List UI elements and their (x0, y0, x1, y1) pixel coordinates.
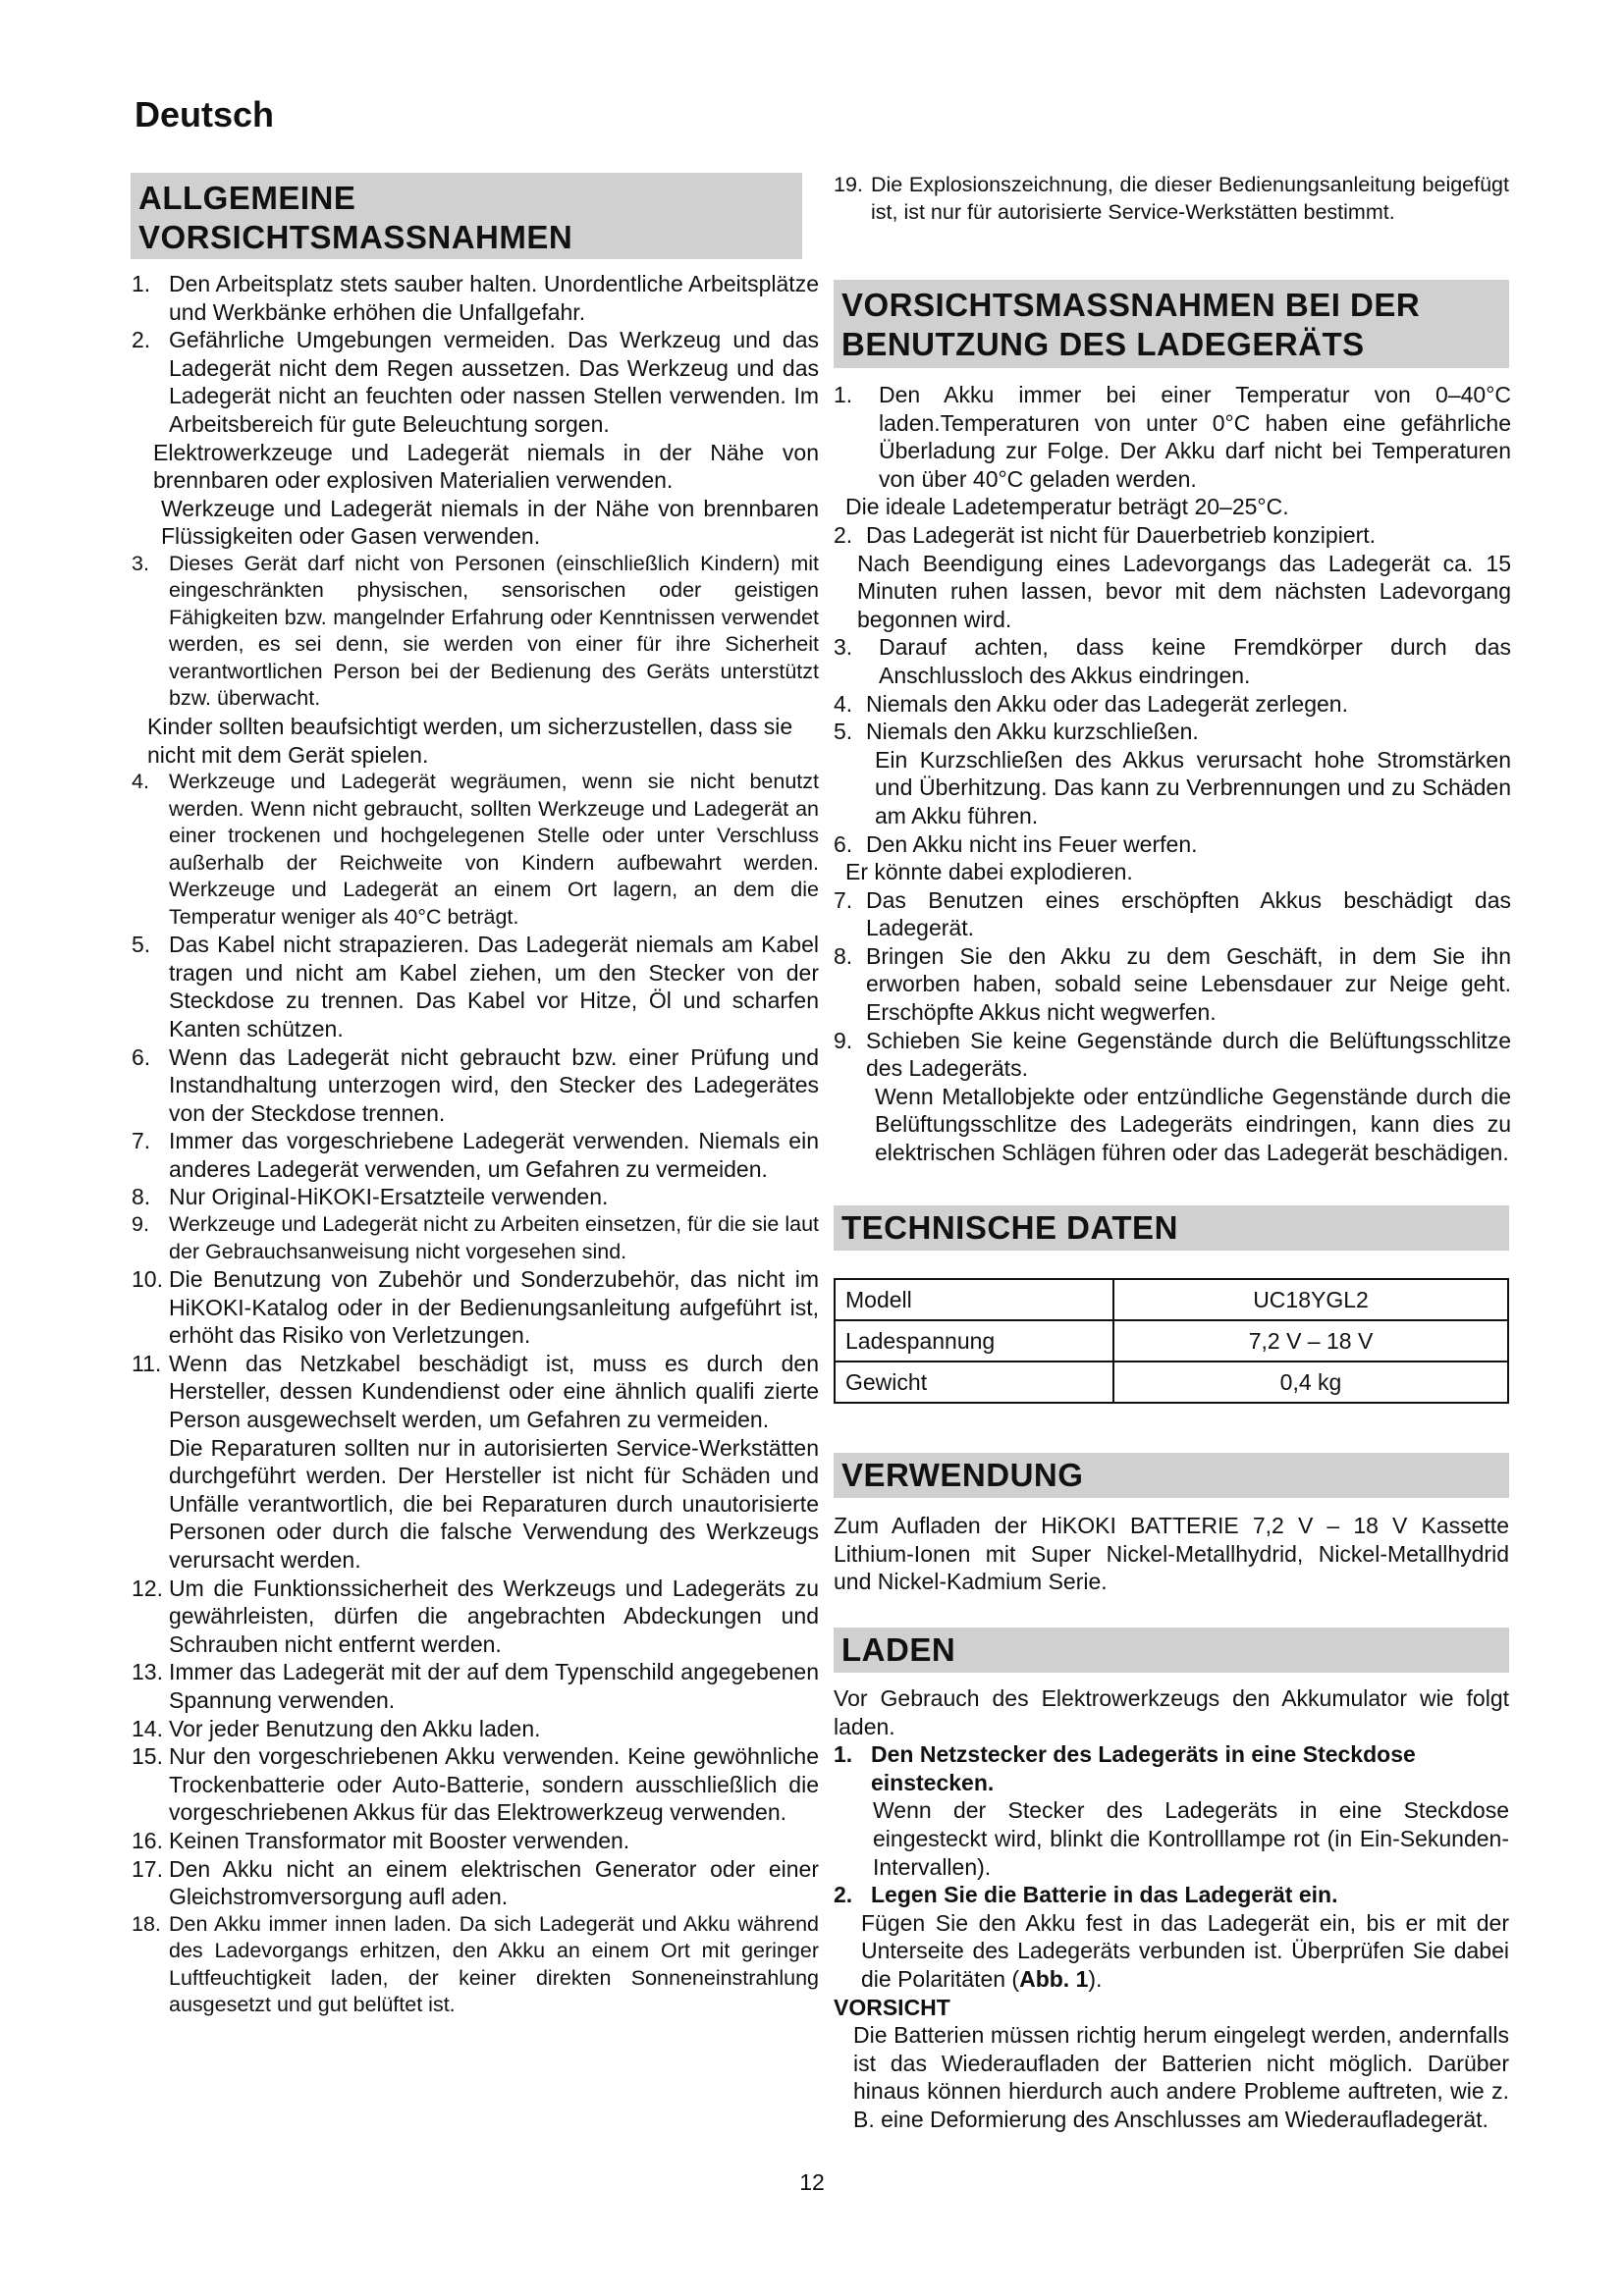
list-item (834, 886, 1511, 942)
charger-precautions-list (834, 381, 1511, 1167)
item-text: Schieben Sie keine Gegenstände durch die Belüftungsschlitze des Ladegeräts. (866, 1027, 1511, 1082)
item-text: Den Arbeitsplatz stets sauber halten. Unordentliche Arbeitsplätze und Werkbänke erhöhen die Unfallgefahr. (169, 271, 819, 325)
list-paragraph: Ein Kurzschließen des Akkus verursacht hohe Stromstärken und Überhitzung. Das kann zu Verbrennungen und zu Schäden am Akku führen. (875, 746, 1511, 828)
item-number: 14. (132, 1715, 163, 1741)
item-number: 7. (834, 886, 853, 913)
usage-heading: VERWENDUNG (834, 1453, 1509, 1498)
item-number: 5. (132, 932, 151, 958)
spec-label: Ladespannung (835, 1320, 1113, 1362)
list-item (132, 769, 819, 931)
list-paragraph: Elektrowerkzeuge und Ladegerät niemals in der Nähe von brennbaren oder explosiven Materialien verwenden. (153, 439, 819, 494)
item-number: 12. (132, 1575, 163, 1601)
item-number: 4. (132, 770, 149, 794)
list-item (834, 718, 1511, 746)
item-text: Werkzeuge und Ladegerät wegräumen, wenn sie nicht benutzt werden. Wenn nicht gebraucht, sollten Werkzeuge und Ladegerät an einer trockenen und hochgelegenen Stelle oder unter Verschluss außerhalb der Reichweite von Kindern aufbewahrt werden. Werkzeuge und Ladegerät an einem Ort lagern, an dem die Temperatur weniger als 40°C beträgt. (169, 770, 819, 929)
item-text: Keinen Transformator mit Booster verwenden. (169, 1827, 630, 1853)
item-number: 13. (132, 1659, 163, 1685)
charging-intro: Vor Gebrauch des Elektrowerkzeugs den Akkumulator wie folgt laden. (834, 1685, 1509, 1739)
charger-precautions-heading (834, 280, 1509, 368)
item-number: 6. (834, 830, 853, 857)
figure-reference: Abb. 1 (1019, 1965, 1089, 1992)
step-title: Legen Sie die Batterie in das Ladegerät ein. (871, 1882, 1338, 1908)
list-item (834, 172, 1509, 226)
item-number: 3. (834, 634, 853, 661)
item-text: Das Benutzen eines erschöpften Akkus beschädigt das Ladegerät. (866, 886, 1511, 941)
list-item (132, 931, 819, 1042)
technical-data-heading: TECHNISCHE DATEN (834, 1205, 1509, 1251)
spec-value: 0,4 kg (1113, 1362, 1508, 1403)
general-item-19 (834, 172, 1509, 226)
step-number: 2. (834, 1882, 853, 1908)
item-text: Werkzeuge und Ladegerät nicht zu Arbeiten einsetzen, für die sie laut der Gebrauchsanweisung nicht vorgesehen sind. (169, 1212, 819, 1263)
spec-value: 7,2 V – 18 V (1113, 1320, 1508, 1362)
list-paragraph: Kinder sollten beaufsichtigt werden, um sicherzustellen, dass sie nicht mit dem Gerät spielen. (147, 713, 793, 768)
list-paragraph: Die ideale Ladetemperatur beträgt 20–25°C. (845, 494, 1289, 520)
item-text: Die Explosionszeichnung, die dieser Bedienungsanleitung beigefügt ist, ist nur für autorisierte Service-Werkstätten bestimmt. (871, 173, 1509, 224)
heading-line: VORSICHTSMASSNAHMEN (138, 218, 573, 255)
list-item (132, 1715, 819, 1743)
spec-table (834, 1278, 1509, 1404)
heading-line: VORSICHTSMASSNAHMEN BEI DER (841, 287, 1421, 323)
list-paragraph: Die Reparaturen sollten nur in autorisierten Service-Werkstätten durchgeführt werden. Der Hersteller ist nicht für Schäden und Unfälle verantwortlich, die bei Reparaturen durch unautorisierte Personen oder durch die falsche Verwendung des Werkzeugs verursacht werden. (169, 1434, 819, 1573)
table-row (835, 1362, 1508, 1403)
item-text: Niemals den Akku oder das Ladegerät zerlegen. (866, 690, 1348, 717)
item-number: 1. (132, 271, 151, 296)
item-number: 15. (132, 1743, 163, 1770)
list-paragraph: Er könnte dabei explodieren. (845, 859, 1133, 885)
spec-label: Modell (835, 1279, 1113, 1320)
item-number: 11. (132, 1350, 162, 1376)
caution-title: VORSICHT (834, 1994, 950, 2020)
item-number: 16. (132, 1827, 163, 1853)
item-number: 5. (834, 719, 853, 745)
item-text: Immer das vorgeschriebene Ladegerät verwenden. Niemals ein anderes Ladegerät verwenden, um Gefahren zu vermeiden. (169, 1128, 819, 1182)
list-item (132, 1211, 819, 1265)
charging-heading: LADEN (834, 1628, 1509, 1673)
list-item (132, 1742, 819, 1827)
item-number: 3. (132, 551, 149, 575)
item-text: Den Akku nicht an einem elektrischen Generator oder einer Gleichstromversorgung aufl aden. (169, 1855, 819, 1910)
item-number: 2. (834, 521, 853, 548)
item-text: Um die Funktionssicherheit des Werkzeugs und Ladegeräts zu gewährleisten, dürfen die angebrachten Abdeckungen und Schrauben nicht entfernt werden. (169, 1575, 819, 1657)
item-number: 18. (132, 1911, 161, 1936)
list-item (834, 830, 1511, 859)
usage-paragraph: Zum Aufladen der HiKOKI BATTERIE 7,2 V – 18 V Kassette Lithium-Ionen mit Super Nickel-Metallhydrid, Nickel-Metallhydrid und Nickel-Kadmium Serie. (834, 1513, 1509, 1595)
list-item (834, 521, 1511, 550)
item-text: Nur Original-HiKOKI-Ersatzteile verwenden. (169, 1184, 609, 1210)
item-number: 17. (132, 1855, 163, 1882)
item-text: Gefährliche Umgebungen vermeiden. Das Werkzeug und das Ladegerät nicht dem Regen aussetzen. Das Werkzeug und das Ladegerät nicht an feuchten oder nassen Stellen verwenden. Im Arbeitsbereich für gute Beleuchtung sorgen. (169, 327, 819, 437)
item-text: Wenn das Ladegerät nicht gebraucht bzw. einer Prüfung und Instandhaltung unterzogen wird, den Stecker des Ladegerätes von der Steckdose trennen. (169, 1043, 819, 1126)
list-item (132, 1575, 819, 1659)
item-text: Die Benutzung von Zubehör und Sonderzubehör, das nicht im HiKOKI-Katalog oder in der Bedienungsanleitung aufgeführt ist, erhöht das Risiko von Verletzungen. (169, 1266, 819, 1349)
item-number: 9. (132, 1212, 149, 1237)
item-text: Immer das Ladegerät mit der auf dem Typenschild angegebenen Spannung verwenden. (169, 1659, 819, 1713)
list-item (132, 551, 819, 713)
item-text: Den Akku nicht ins Feuer werfen. (866, 830, 1198, 857)
item-number: 4. (834, 690, 853, 717)
item-text: Wenn das Netzkabel beschädigt ist, muss es durch den Hersteller, dessen Kundendienst oder eine ähnlich qualifi zierte Person ausgewechselt werden, um Gefahren zu vermeiden. (169, 1350, 819, 1433)
list-item (132, 1658, 819, 1714)
item-text: Dieses Gerät darf nicht von Personen (einschließlich Kindern) mit eingeschränkten physischen, sensorischen oder geistigen Fähigkeiten bzw. mangelnder Erfahrung oder Kenntnissen verwendet werden, es sei denn, sie werden von einer für ihre Sicherheit verantwortlichen Person bei der Bedienung des Geräts unterstützt bzw. überwacht. (169, 551, 819, 711)
heading-line: BENUTZUNG DES LADEGERÄTS (841, 325, 1365, 362)
item-number: 9. (834, 1027, 853, 1053)
list-item (132, 270, 819, 326)
item-number: 7. (132, 1128, 151, 1154)
list-item (834, 690, 1511, 719)
item-number: 1. (834, 382, 853, 407)
page-number: 12 (799, 2169, 825, 2195)
item-number: 10. (132, 1266, 163, 1293)
spec-value: UC18YGL2 (1113, 1279, 1508, 1320)
item-number: 6. (132, 1043, 151, 1070)
item-number: 19. (834, 173, 863, 196)
item-number: 8. (834, 942, 853, 969)
item-number: 8. (132, 1184, 151, 1210)
list-item (834, 1027, 1511, 1083)
list-item (132, 1827, 819, 1855)
table-row (835, 1320, 1508, 1362)
list-item (834, 942, 1511, 1027)
item-text: Den Akku immer bei einer Temperatur von 0–40°C laden.Temperaturen von unter 0°C haben eine gefährliche Überladung zur Folge. Der Akku darf nicht bei Temperaturen von über 40°C geladen werden. (879, 382, 1511, 492)
usage-text (834, 1512, 1509, 1596)
step-title: Den Netzstecker des Ladegeräts in eine Steckdose einstecken. (871, 1741, 1416, 1795)
list-item (132, 1183, 819, 1211)
charging-step (834, 1881, 1509, 1909)
charging-step (834, 1740, 1509, 1796)
step-text (834, 1909, 1509, 1994)
step-number: 1. (834, 1741, 853, 1768)
general-precautions-list (132, 270, 819, 2019)
list-paragraph: Werkzeuge und Ladegerät niemals in der Nähe von brennbaren Flüssigkeiten oder Gasen verwenden. (161, 495, 819, 550)
list-item (132, 1911, 819, 2019)
general-precautions-heading (131, 173, 802, 259)
item-text: Darauf achten, dass keine Fremdkörper durch das Anschlussloch des Akkus eindringen. (879, 634, 1511, 688)
step-text: Wenn der Stecker des Ladegeräts in eine Steckdose eingesteckt wird, blinkt die Kontrolllampe rot (in Ein-Sekunden-Intervallen). (873, 1797, 1509, 1880)
caution-text: Die Batterien müssen richtig herum eingelegt werden, andernfalls ist das Wiederaufladen der Batterien nicht möglich. Darüber hinaus können hierdurch auch andere Probleme auftreten, wie z. B. eine Deformierung des Anschlusses am Wiederaufladegerät. (853, 2022, 1509, 2132)
list-paragraph: Nach Beendigung eines Ladevorgangs das Ladegerät ca. 15 Minuten ruhen lassen, bevor mit dem nächsten Ladevorgang begonnen wird. (857, 550, 1511, 632)
list-item (132, 1350, 819, 1434)
heading-line: ALLGEMEINE (138, 180, 356, 216)
list-item (132, 326, 819, 438)
item-number: 2. (132, 327, 151, 353)
item-text: Niemals den Akku kurzschließen. (866, 719, 1199, 745)
list-item (132, 1043, 819, 1128)
item-text: Nur den vorgeschriebenen Akku verwenden. Keine gewöhnliche Trockenbatterie oder Auto-Batterie, sondern ausschließlich die vorgeschriebenen Akkus für das Elektrowerkzeug verwenden. (169, 1743, 819, 1826)
list-item (834, 381, 1511, 493)
list-item (132, 1127, 819, 1183)
list-item (834, 633, 1511, 689)
step-text-part: Fügen Sie den Akku fest in das Ladegerät ein, bis er mit der Unterseite des Ladegeräts verbunden ist. Überprüfen Sie dabei die Polaritäten ( (861, 1909, 1509, 1992)
list-item (132, 1855, 819, 1911)
list-paragraph: Wenn Metallobjekte oder entzündliche Gegenstände durch die Belüftungsschlitze des Ladegeräts eindringen, kann dies zu elektrischen Schlägen führen oder das Ladegerät beschädigen. (875, 1083, 1511, 1166)
spec-label: Gewicht (835, 1362, 1113, 1403)
table-row (835, 1279, 1508, 1320)
item-text: Den Akku immer innen laden. Da sich Ladegerät und Akku während des Ladevorgangs erhitzen, den Akku an einem Ort mit geringer Luftfeuchtigkeit laden, der keiner direkten Sonneneinstrahlung ausgesetzt und gut belüftet ist. (169, 1911, 819, 2017)
charging-text (834, 1684, 1509, 2134)
item-text: Das Ladegerät ist nicht für Dauerbetrieb konzipiert. (866, 521, 1377, 548)
language-heading: Deutsch (135, 94, 275, 134)
list-item (132, 1265, 819, 1350)
step-text-part: ). (1088, 1965, 1103, 1992)
item-text: Bringen Sie den Akku zu dem Geschäft, in dem Sie ihn erworben haben, sobald seine Lebensdauer zur Neige geht. Erschöpfte Akkus nicht wegwerfen. (866, 942, 1511, 1026)
item-text: Das Kabel nicht strapazieren. Das Ladegerät niemals am Kabel tragen und nicht am Kabel ziehen, um den Stecker von der Steckdose zu trennen. Das Kabel vor Hitze, Öl und scharfen Kanten schützen. (169, 932, 819, 1041)
item-text: Vor jeder Benutzung den Akku laden. (169, 1715, 541, 1741)
